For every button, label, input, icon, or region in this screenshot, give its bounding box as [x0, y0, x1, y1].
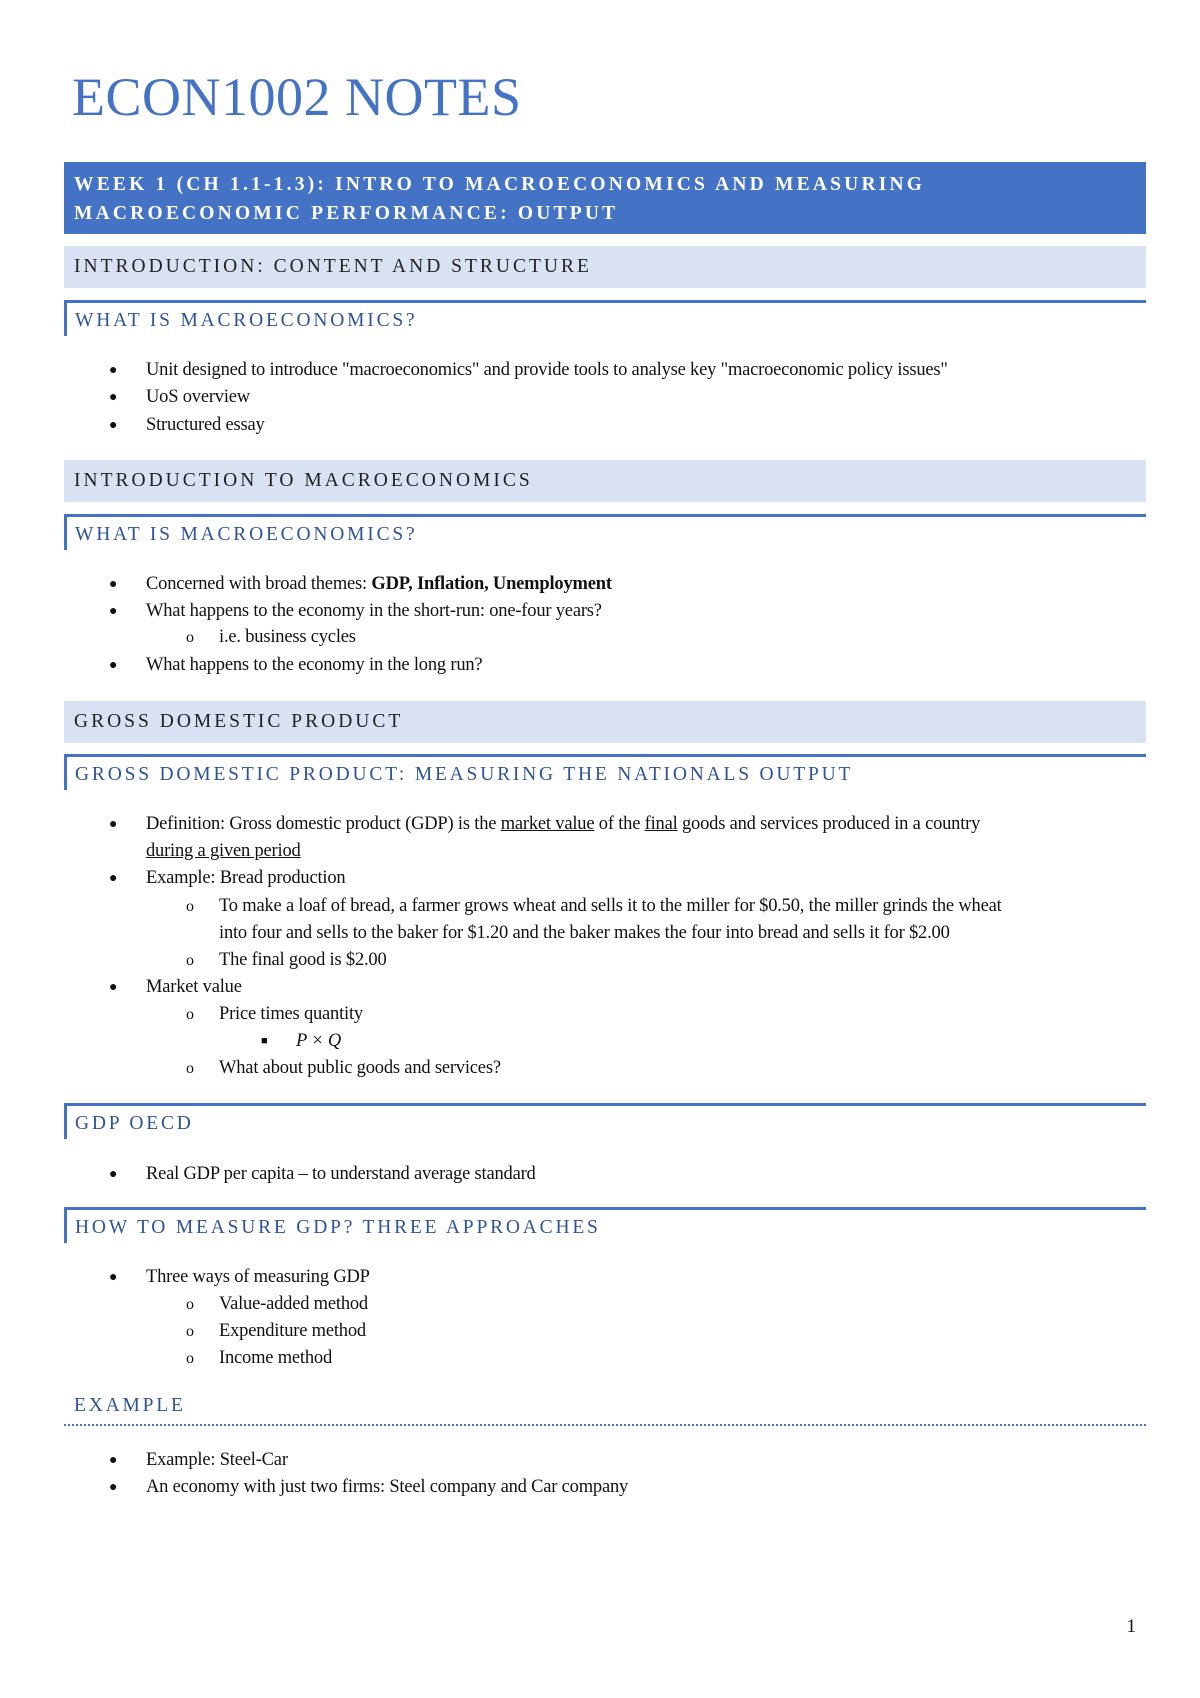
sub-bullet-marker: o — [186, 629, 194, 646]
document-title: ECON1002 NOTES — [72, 67, 522, 127]
list-item-text: UoS overview — [146, 387, 250, 407]
list-item — [109, 598, 1106, 625]
sub-list-item-text: Expenditure method — [219, 1321, 366, 1341]
sub-list-item-text: What about public goods and services? — [219, 1058, 501, 1078]
bullet-marker: ● — [109, 1270, 118, 1285]
list-item — [109, 412, 1106, 439]
list-item — [109, 652, 1106, 679]
sub-list-item — [186, 1001, 1109, 1028]
bullet-marker: ● — [109, 658, 118, 673]
sub-list-item — [186, 893, 1109, 947]
sub-bullet-marker: o — [186, 952, 194, 969]
subheading-measuring-output: GROSS DOMESTIC PRODUCT: MEASURING THE NATIONALS OUTPUT — [64, 754, 1146, 790]
subheading-example: EXAMPLE — [64, 1392, 1146, 1426]
bullet-marker: ● — [109, 363, 118, 378]
list-item — [109, 357, 1106, 384]
square-bullet-marker: ■ — [261, 1035, 268, 1047]
week-heading — [64, 162, 1146, 234]
sub-list-item-text: To make a loaf of bread, a farmer grows wheat and sells it to the miller for $0.50, the miller grinds the wheat — [219, 896, 1002, 916]
underlined-term-market-value: market value — [500, 814, 595, 834]
sub-bullet-marker: o — [186, 898, 194, 915]
sub-bullet-marker: o — [186, 1006, 194, 1023]
definition-text: goods and services produced in a country — [677, 814, 981, 834]
sub-list-item-text: into four and sells to the baker for $1.20 and the baker makes the four into bread and sells it for $2.00 — [219, 923, 950, 943]
list-item-text: Market value — [146, 977, 242, 997]
bullet-marker: ● — [109, 577, 118, 592]
sub-list-item-text: i.e. business cycles — [219, 627, 356, 647]
formula-text: P × Q — [296, 1031, 342, 1051]
section-heading-gdp: GROSS DOMESTIC PRODUCT — [64, 701, 1146, 743]
list-item — [109, 974, 1106, 1001]
bullet-marker: ● — [109, 604, 118, 619]
list-item-text: Three ways of measuring GDP — [146, 1267, 370, 1287]
bullet-marker: ● — [109, 1453, 118, 1468]
sub-list-item — [186, 1318, 1109, 1345]
bullet-marker: ● — [109, 1480, 118, 1495]
list-item — [109, 384, 1106, 411]
section-heading-intro-macro: INTRODUCTION TO MACROECONOMICS — [64, 460, 1146, 502]
definition-text: Definition: Gross domestic product (GDP) is the — [146, 814, 501, 834]
sub-list-item-text: The final good is $2.00 — [219, 950, 387, 970]
list-item-text: What happens to the economy in the long run? — [146, 655, 483, 675]
bullet-marker: ● — [109, 980, 118, 995]
list-item — [109, 1474, 1106, 1501]
subheading-gdp-oecd: GDP OECD — [64, 1103, 1146, 1139]
sub-list-item — [186, 1055, 1109, 1082]
list-item-text: What happens to the economy in the short-run: one-four years? — [146, 601, 602, 621]
subheading-what-is-macro-1: WHAT IS MACROECONOMICS? — [64, 300, 1146, 336]
page-number: 1 — [1126, 1616, 1136, 1637]
list-item — [109, 571, 1106, 598]
sub-list-item-text: Value-added method — [219, 1294, 368, 1314]
sub-bullet-marker: o — [186, 1350, 194, 1367]
bullet-marker: ● — [109, 871, 118, 886]
list-item — [109, 1447, 1106, 1474]
sub-list-item — [186, 624, 1109, 651]
week-heading-line-2: MACROECONOMIC PERFORMANCE: OUTPUT — [74, 203, 619, 224]
sub-list-item — [186, 1291, 1109, 1318]
sub-bullet-marker: o — [186, 1323, 194, 1340]
list-item — [109, 1161, 1106, 1188]
subheading-three-approaches: HOW TO MEASURE GDP? THREE APPROACHES — [64, 1207, 1146, 1243]
week-heading-line-1: WEEK 1 (CH 1.1-1.3): INTRO TO MACROECONOMICS AND MEASURING — [74, 174, 926, 195]
sub-list-item — [186, 1345, 1109, 1372]
list-item-text: Concerned with broad themes: — [146, 574, 372, 594]
sub-sub-list-item — [261, 1028, 1096, 1055]
list-item-text: Example: Steel-Car — [146, 1450, 288, 1470]
list-item-definition — [109, 811, 1106, 865]
definition-text: of the — [594, 814, 645, 834]
bullet-marker: ● — [109, 1167, 118, 1182]
underlined-term-final: final — [644, 814, 678, 834]
list-item-text: Real GDP per capita – to understand average standard — [146, 1164, 536, 1184]
underlined-term-period: during a given period — [146, 841, 301, 861]
list-item-text: An economy with just two firms: Steel company and Car company — [146, 1477, 629, 1497]
sub-list-item-text: Price times quantity — [219, 1004, 363, 1024]
sub-bullet-marker: o — [186, 1296, 194, 1313]
sub-list-item-text: Income method — [219, 1348, 332, 1368]
list-item-bold-text: GDP, Inflation, Unemployment — [371, 574, 612, 594]
list-item-text: Example: Bread production — [146, 868, 346, 888]
bullet-marker: ● — [109, 390, 118, 405]
list-item — [109, 1264, 1106, 1291]
list-item-text: Unit designed to introduce "macroeconomics" and provide tools to analyse key "macroeconomic policy issues" — [146, 360, 948, 380]
section-heading-intro-content: INTRODUCTION: CONTENT AND STRUCTURE — [64, 246, 1146, 288]
sub-list-item — [186, 947, 1109, 974]
list-item — [109, 865, 1106, 892]
list-item-text: Structured essay — [146, 415, 265, 435]
bullet-marker: ● — [109, 418, 118, 433]
bullet-marker: ● — [109, 817, 118, 832]
subheading-what-is-macro-2: WHAT IS MACROECONOMICS? — [64, 514, 1146, 550]
sub-bullet-marker: o — [186, 1060, 194, 1077]
